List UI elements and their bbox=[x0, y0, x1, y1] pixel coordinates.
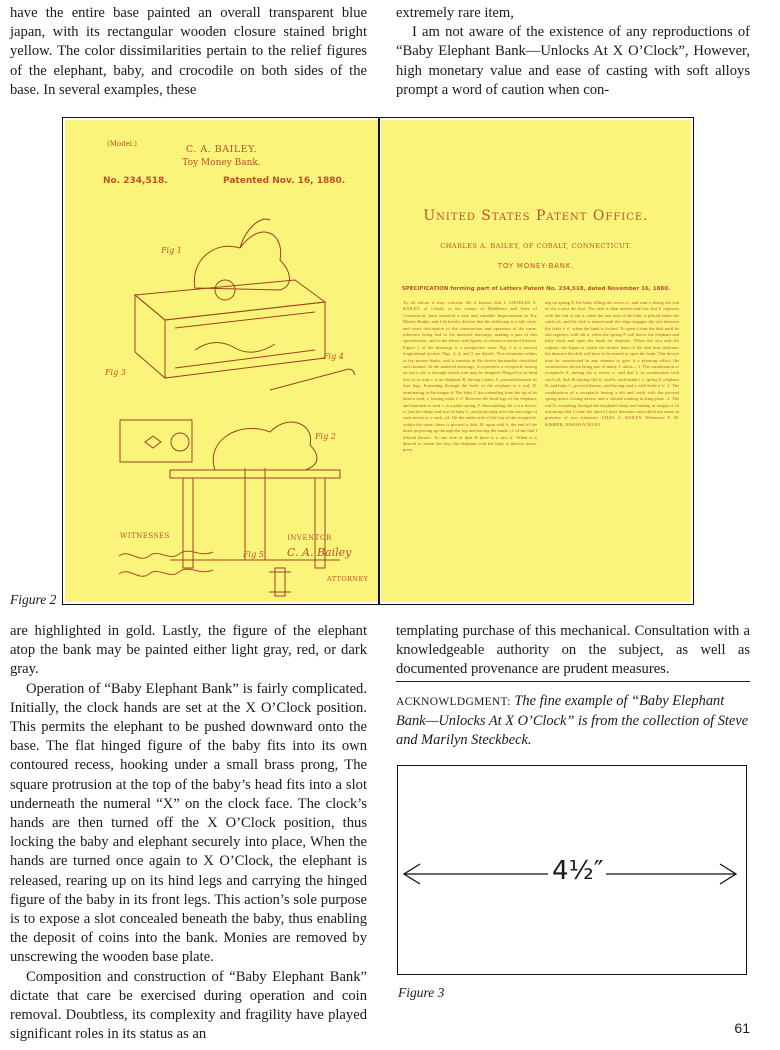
fig-label: Fig 5 bbox=[243, 550, 264, 559]
paragraph: templating purchase of this mechanical. Consultation with a knowledgeable authority on the subject, as well as documented provenance are prudent measures. bbox=[396, 623, 750, 678]
figure-divider bbox=[378, 118, 380, 604]
fig-label: Fig 4 bbox=[323, 352, 344, 361]
patent-drawing-sheet bbox=[65, 120, 378, 602]
patent-office-heading: United States Patent Office. bbox=[423, 208, 649, 224]
paragraph: extremely rare item, bbox=[396, 5, 514, 21]
paragraph: have the entire base painted an overall transparent blue japan, with its rectangular wooden closure stained bright yellow. The color dissimilarities pertain to the relief figures of the elephant, baby, and crocodile on both sides of the base. In several examples, these bbox=[10, 5, 367, 98]
spec-inventor-line: CHARLES A. BAILEY, OF COBALT, CONNECTICUT. bbox=[440, 242, 632, 250]
acknowledgment-label: ACKNOWLDGMENT: bbox=[396, 696, 511, 708]
witness-signatures bbox=[117, 546, 217, 586]
top-right-column bbox=[396, 4, 750, 100]
spec-column: ing on spring F, the baby filling the recess a', and stud e sitting the end of slit a next the dial. The disk is then turned until the slot h' registers with the end of slit a, when the rear end of the baby is placed under the catch a2, and the disk is turned until the edge engages the slot between the forks e' e', when the bank is locked. To open it turn the disk until its slot registers with slit a, when the spring F will throw the elephant and baby back and open the bank for deposits. When the slot and slit register, the figure at which the shorter hand of the dial rests indicates the distance the disk will have to be turned to open the bank. This device may be constructed in any manner to give it a pleasing effect, the construction shown being one of many. I claim— 1. The combination of receptacle A, having slit a, recess a', and dial I, in combination with catch a2, disk H, having slot h', stud h, with hands i i', spring F, elephant B, and baby C, pivoted thereto, and having stud e with forks e' e'. 2. The combination of a receptacle having a slit and catch with the pivoted spring-acted closing device and a slotted rotating locking-plate. 3. The rod D, extending through the elephant's body and ending in tongue d. In testimony that I claim the above I have hereunto subscribed my name in presence of two witnesses. CHAS. A. BAILEY. Witnesses: F. M. KIMBER, JOSIAH ACKLEY. bbox=[545, 300, 679, 427]
page-number: 61 bbox=[734, 1020, 750, 1036]
acknowledgment bbox=[396, 692, 750, 750]
patent-specification-sheet bbox=[381, 120, 691, 602]
spec-column: To all whom it may concern: Be it known that I, CHARLES A. BAILEY, of Cobalt, in the county of Middlesex and State of Connecticut, have invented a new and valuable Improvement in Toy Money-Banks; and I do hereby declare that the following is a full, clear, and exact description of the construction and operation of the same, reference being had to the annexed drawings, making a part of this specification, and to the letters and figures of reference marked thereon. Figure 1 of the drawings is a perspective view. Fig. 2 is a vertical longitudinal section. Figs. 3, 4, and 5 are details. This invention relates to toy money-banks; and it consists in the device hereinafter described and claimed. In the annexed drawings, A represents a receptacle having on top a slit, a, through which coin may be dropped. Hinged by its hind feet, b, to stud c, is an elephant, B, having a baby, C, pivoted between its fore legs. Extending through the body of the elephant is a rod, D, terminating in the tongue d. The baby C has extending from the tip of its head a stud, e, having forks e' e'. Between the hind legs of the elephant, and fastened to stud c, is a plate-spring, F. Surrounding slit a is a recess, a', just the shape and size of baby C, and projecting over the rear edge of such recess is a catch, a2. On the under side of the top of the receptacle, within the same, there is pivoted a disk, H, upon stud h, the end of the latter projecting up through the top and having the hands i i' of the dial I affixed thereto. To one side of disk H there is a slot, h'. When it is desired to fasten the box, the elephant with the baby is thrown down, press bbox=[403, 300, 537, 453]
acknowledgment-text: The fine example of “Baby Elephant Bank—Unlocks At X O’Clock” is from the collection of Steve and Marilyn Steckbeck. bbox=[396, 693, 749, 748]
measurement-label: 4½″ bbox=[552, 856, 604, 886]
fig-label: Fig 2 bbox=[315, 432, 336, 441]
bottom-left-column bbox=[10, 622, 367, 1044]
witnesses-label: WITNESSES bbox=[120, 532, 170, 540]
model-label: (Model.) bbox=[107, 140, 137, 148]
patent-number: No. 234,518. bbox=[103, 176, 168, 186]
spec-body bbox=[403, 300, 679, 558]
fig-label: Fig 1 bbox=[161, 246, 182, 255]
paragraph: Operation of “Baby Elephant Bank” is fairly complicated. Initially, the clock hands are set at the X O’Clock position. This permits the elephant to be pushed downward onto the base. The flat hinged figure of the baby fits into its own contoured recess, hooking under a small brass prong, The square protrusion at the top of the baby’s head fits into a slot underneath the numeral “X” on the clock face. The clock’s hands are then turned off the X O’Clock position, thus locking the baby and elephant securely into place, When the hands are turned once again to X O’Clock, the elephant is released, rearing up on its hind legs and carrying the hinged figure of the baby in its front legs. This action’s sole purpose is to expose a slot concealed beneath the baby, thus enabling the deposit of coins into the bank. Monies are removed by unscrewing the wooden base plate. bbox=[10, 680, 367, 966]
patent-date: Patented Nov. 16, 1880. bbox=[223, 176, 346, 186]
fig-label: Fig 3 bbox=[105, 368, 126, 377]
figure-2 bbox=[62, 117, 694, 605]
drawing-title: Toy Money Bank. bbox=[182, 158, 261, 168]
top-left-column bbox=[10, 4, 367, 100]
spec-line: SPECIFICATION forming part of Letters Patent No. 234,518, dated November 16, 1880. bbox=[401, 286, 671, 292]
figure-2-caption: Figure 2 bbox=[10, 592, 57, 607]
paragraph: are highlighted in gold. Lastly, the figure of the elephant atop the bank may be painted either light gray, red, or dark gray. bbox=[10, 623, 367, 678]
section-divider bbox=[396, 681, 750, 682]
paragraph: I am not aware of the existence of any reproductions of “Baby Elephant Bank—Unlocks At X O’Clock”, However, high monetary value and ease of casting with soft alloys prompt a word of caution when con- bbox=[396, 24, 750, 98]
inventor-label: INVENTOR bbox=[287, 534, 332, 542]
inventor-signature: C. A. Bailey bbox=[287, 546, 352, 559]
figure-3-caption: Figure 3 bbox=[398, 985, 445, 1000]
inventor-name: C. A. BAILEY. bbox=[185, 144, 258, 155]
bottom-right-column bbox=[396, 622, 750, 680]
spec-title: TOY MONEY-BANK. bbox=[497, 262, 575, 270]
patent-drawing bbox=[65, 120, 378, 604]
figure-3 bbox=[397, 765, 747, 975]
paragraph: Composition and construction of “Baby Elephant Bank” dictate that care be exercised during operation and coin removal. Doubtless, its complexity and fragility have played significant roles in its status as an bbox=[10, 968, 367, 1043]
attorney-label: ATTORNEY bbox=[327, 575, 369, 583]
